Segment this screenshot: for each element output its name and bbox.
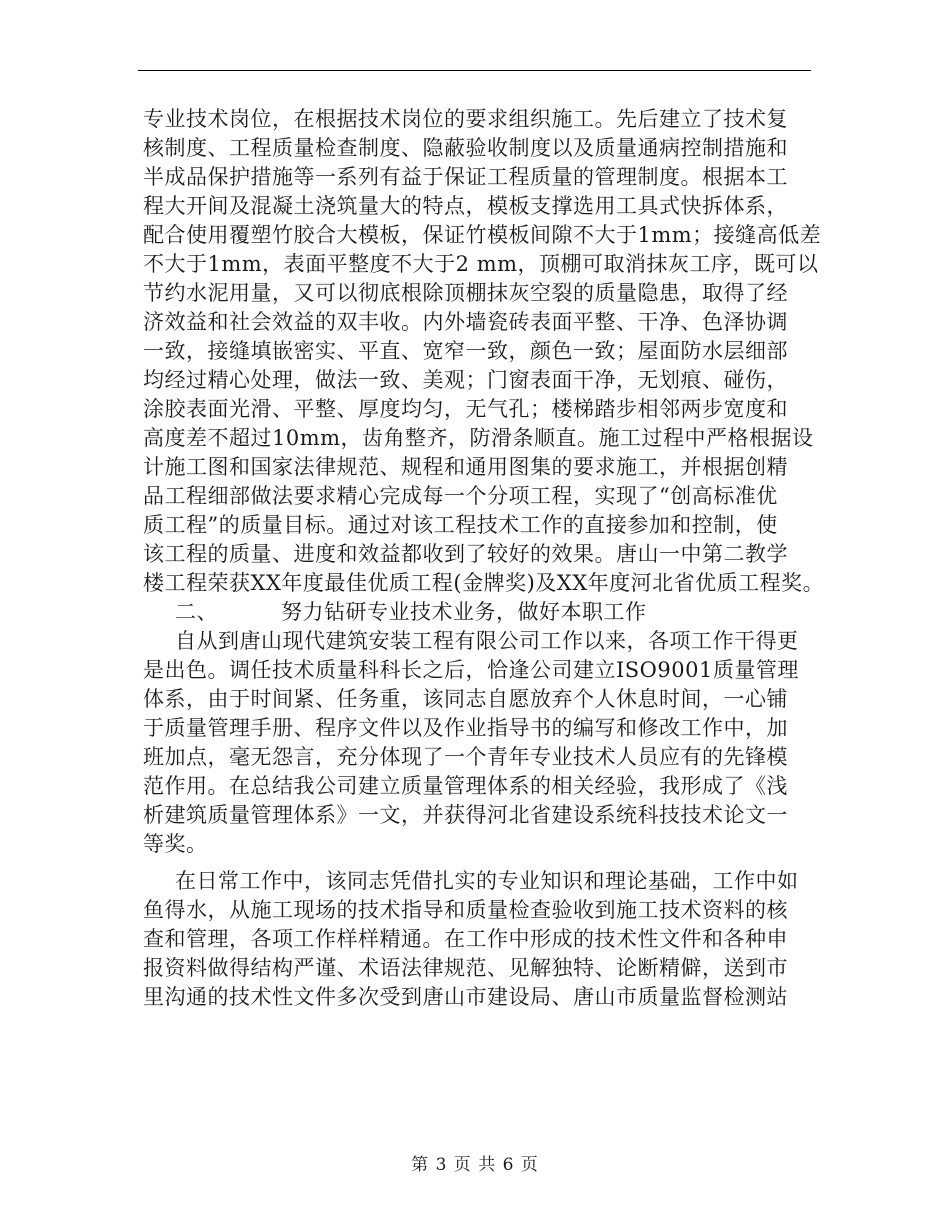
text-line: 品工程细部做法要求精心完成每一个分项工程，实现了“创高标准优: [143, 484, 778, 508]
text-line: 计施工图和国家法律规范、规程和通用图集的要求施工，并根据创精: [143, 455, 788, 479]
section-title: 努力钻研专业技术业务，做好本职工作: [281, 600, 647, 624]
page-number: 第 3 页 共 6 页: [411, 1155, 539, 1175]
text-line: 不大于1mm，表面平整度不大于2 mm，顶棚可取消抹灰工序，既可以: [143, 252, 819, 276]
text-line: 析建筑质量管理体系》一文，并获得河北省建设系统科技技术论文一: [143, 803, 788, 827]
text-line: 均经过精心处理，做法一致、美观；门窗表面干净，无划痕、碰伤，: [143, 368, 788, 392]
text-line: 里沟通的技术性文件多次受到唐山市建设局、唐山市质量监督检测站: [143, 985, 788, 1009]
text-line: 配合使用覆塑竹胶合大模板，保证竹模板间隙不大于1mm；接缝高低差: [143, 223, 822, 247]
section-number: 二、: [175, 600, 218, 624]
text-line: 在日常工作中，该同志凭借扎实的专业知识和理论基础，工作中如: [175, 869, 799, 893]
text-line: 体系，由于时间紧、任务重，该同志自愿放弃个人休息时间，一心铺: [143, 687, 788, 711]
document-body: [143, 105, 843, 1012]
text-line: 于质量管理手册、程序文件以及作业指导书的编写和修改工作中，加: [143, 716, 788, 740]
text-line: 程大开间及混凝土浇筑量大的特点，模板支撑选用工具式快拆体系，: [143, 194, 788, 218]
text-line: 查和管理，各项工作样样精通。在工作中形成的技术性文件和各种申: [143, 927, 788, 951]
text-line: 济效益和社会效益的双丰收。内外墙瓷砖表面平整、干净、色泽协调: [143, 310, 788, 334]
text-line: 专业技术岗位，在根据技术岗位的要求组织施工。先后建立了技术复: [143, 107, 788, 131]
text-line: 半成品保护措施等一系列有益于保证工程质量的管理制度。根据本工: [143, 165, 788, 189]
text-line: 是出色。调任技术质量科科长之后，恰逢公司建立ISO9001质量管理: [143, 658, 799, 682]
text-line: 节约水泥用量，又可以彻底根除顶棚抹灰空裂的质量隐患，取得了经: [143, 281, 788, 305]
paragraph-1: [143, 105, 843, 598]
text-line: 自从到唐山现代建筑安装工程有限公司工作以来，各项工作干得更: [175, 629, 799, 653]
paragraph-3: [143, 867, 843, 1012]
text-line: 该工程的质量、进度和效益都收到了较好的效果。唐山一中第二教学: [143, 542, 788, 566]
section-heading: [143, 598, 843, 627]
text-line: 一致，接缝填嵌密实、平直、宽窄一致，颜色一致；屋面防水层细部: [143, 339, 788, 363]
text-line: 班加点，毫无怨言，充分体现了一个青年专业技术人员应有的先锋模: [143, 745, 788, 769]
paragraph-2: [143, 627, 843, 859]
text-line: 范作用。在总结我公司建立质量管理体系的相关经验，我形成了《浅: [143, 774, 788, 798]
header-rule: [138, 70, 811, 71]
text-line: 楼工程荣获XX年度最佳优质工程(金牌奖)及XX年度河北省优质工程奖。: [143, 571, 825, 595]
text-line: 涂胶表面光滑、平整、厚度均匀，无气孔；楼梯踏步相邻两步宽度和: [143, 397, 788, 421]
text-line: 等奖。: [143, 832, 208, 856]
text-line: 质工程”的质量目标。通过对该工程技术工作的直接参加和控制，使: [143, 513, 778, 537]
paragraph-gap: [143, 859, 843, 867]
text-line: 鱼得水，从施工现场的技术指导和质量检查验收到施工技术资料的核: [143, 898, 788, 922]
text-line: 报资料做得结构严谨、术语法律规范、见解独特、论断精僻，送到市: [143, 956, 788, 980]
text-line: 高度差不超过10mm，齿角整齐，防滑条顺直。施工过程中严格根据设: [143, 426, 814, 450]
text-line: 核制度、工程质量检查制度、隐蔽验收制度以及质量通病控制措施和: [143, 136, 788, 160]
